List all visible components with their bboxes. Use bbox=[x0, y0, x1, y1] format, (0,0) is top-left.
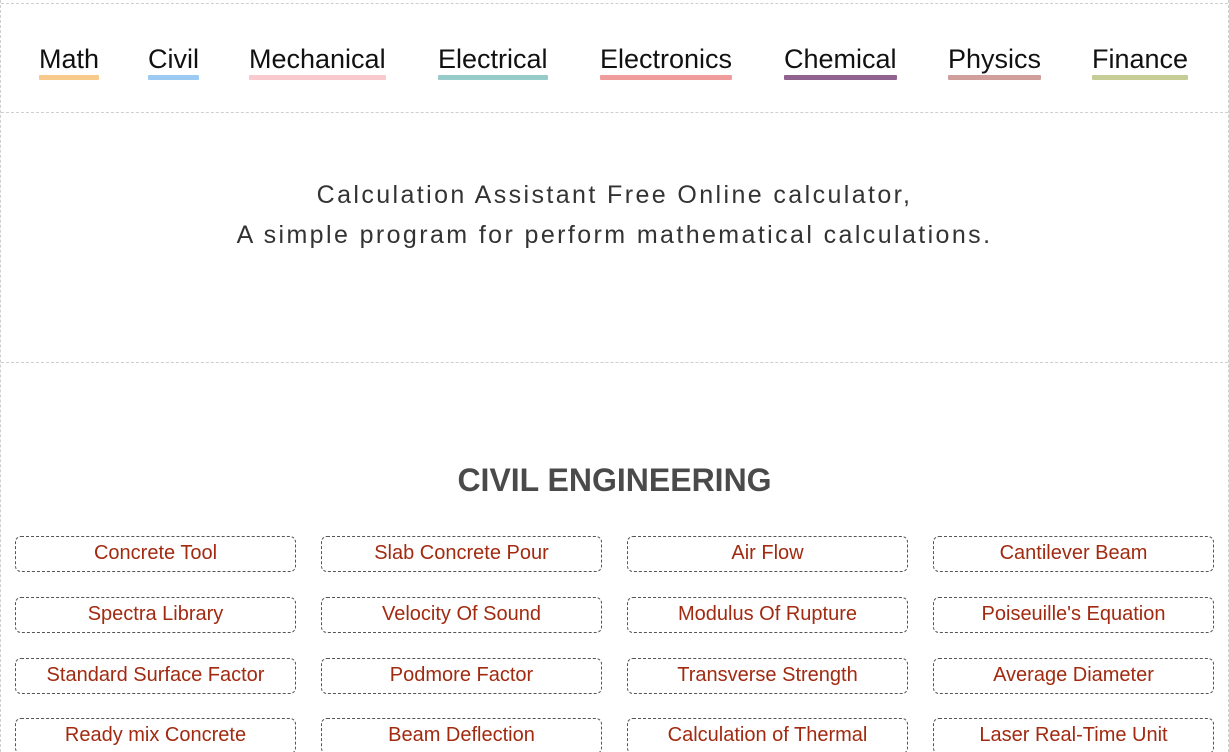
nav-underline-civil bbox=[148, 75, 199, 80]
tool-button[interactable]: Velocity Of Sound bbox=[321, 597, 602, 633]
nav-label-civil: Civil bbox=[148, 44, 199, 74]
nav-label-finance: Finance bbox=[1092, 44, 1189, 74]
tool-button[interactable]: Air Flow bbox=[627, 536, 908, 572]
nav-underline-electrical bbox=[438, 75, 548, 80]
nav-link-finance[interactable] bbox=[1092, 44, 1188, 74]
nav-link-electronics[interactable] bbox=[600, 44, 732, 74]
tool-button[interactable]: Poiseuille's Equation bbox=[933, 597, 1214, 633]
nav-underline-finance bbox=[1092, 75, 1188, 80]
nav-underline-physics bbox=[948, 75, 1041, 80]
nav-link-mechanical[interactable] bbox=[249, 44, 386, 74]
hero-line-1: Calculation Assistant Free Online calculator, bbox=[316, 181, 913, 209]
tool-button[interactable]: Modulus Of Rupture bbox=[627, 597, 908, 633]
nav-link-math[interactable] bbox=[39, 44, 99, 74]
hero-section bbox=[1, 113, 1228, 363]
hero-line-2: A simple program for perform mathematical calculations. bbox=[236, 221, 993, 249]
nav-label-chemical: Chemical bbox=[784, 44, 897, 74]
tool-button[interactable]: Ready mix Concrete bbox=[15, 718, 296, 752]
nav-underline-chemical bbox=[784, 75, 897, 80]
section-title: CIVIL ENGINEERING bbox=[457, 462, 772, 498]
tool-button[interactable]: Spectra Library bbox=[15, 597, 296, 633]
nav-link-electrical[interactable] bbox=[438, 44, 548, 74]
tool-button[interactable]: Laser Real-Time Unit bbox=[933, 718, 1214, 752]
nav-label-physics: Physics bbox=[948, 44, 1042, 74]
nav-label-math: Math bbox=[39, 44, 100, 74]
nav-link-civil[interactable] bbox=[148, 44, 199, 74]
nav-underline-math bbox=[39, 75, 99, 80]
tool-button[interactable]: Standard Surface Factor bbox=[15, 658, 296, 694]
tool-button[interactable]: Average Diameter bbox=[933, 658, 1214, 694]
tool-button[interactable]: Concrete Tool bbox=[15, 536, 296, 572]
nav-underline-mechanical bbox=[249, 75, 386, 80]
nav-link-physics[interactable] bbox=[948, 44, 1041, 74]
tool-button[interactable]: Cantilever Beam bbox=[933, 536, 1214, 572]
tool-button[interactable]: Transverse Strength bbox=[627, 658, 908, 694]
nav-link-chemical[interactable] bbox=[784, 44, 897, 74]
tool-button[interactable]: Beam Deflection bbox=[321, 718, 602, 752]
nav-underline-electronics bbox=[600, 75, 732, 80]
tool-button[interactable]: Slab Concrete Pour bbox=[321, 536, 602, 572]
top-nav bbox=[1, 3, 1228, 113]
nav-label-electrical: Electrical bbox=[438, 44, 548, 74]
nav-label-electronics: Electronics bbox=[600, 44, 733, 74]
tool-button[interactable]: Podmore Factor bbox=[321, 658, 602, 694]
nav-label-mechanical: Mechanical bbox=[249, 44, 386, 74]
tool-button[interactable]: Calculation of Thermal bbox=[627, 718, 908, 752]
